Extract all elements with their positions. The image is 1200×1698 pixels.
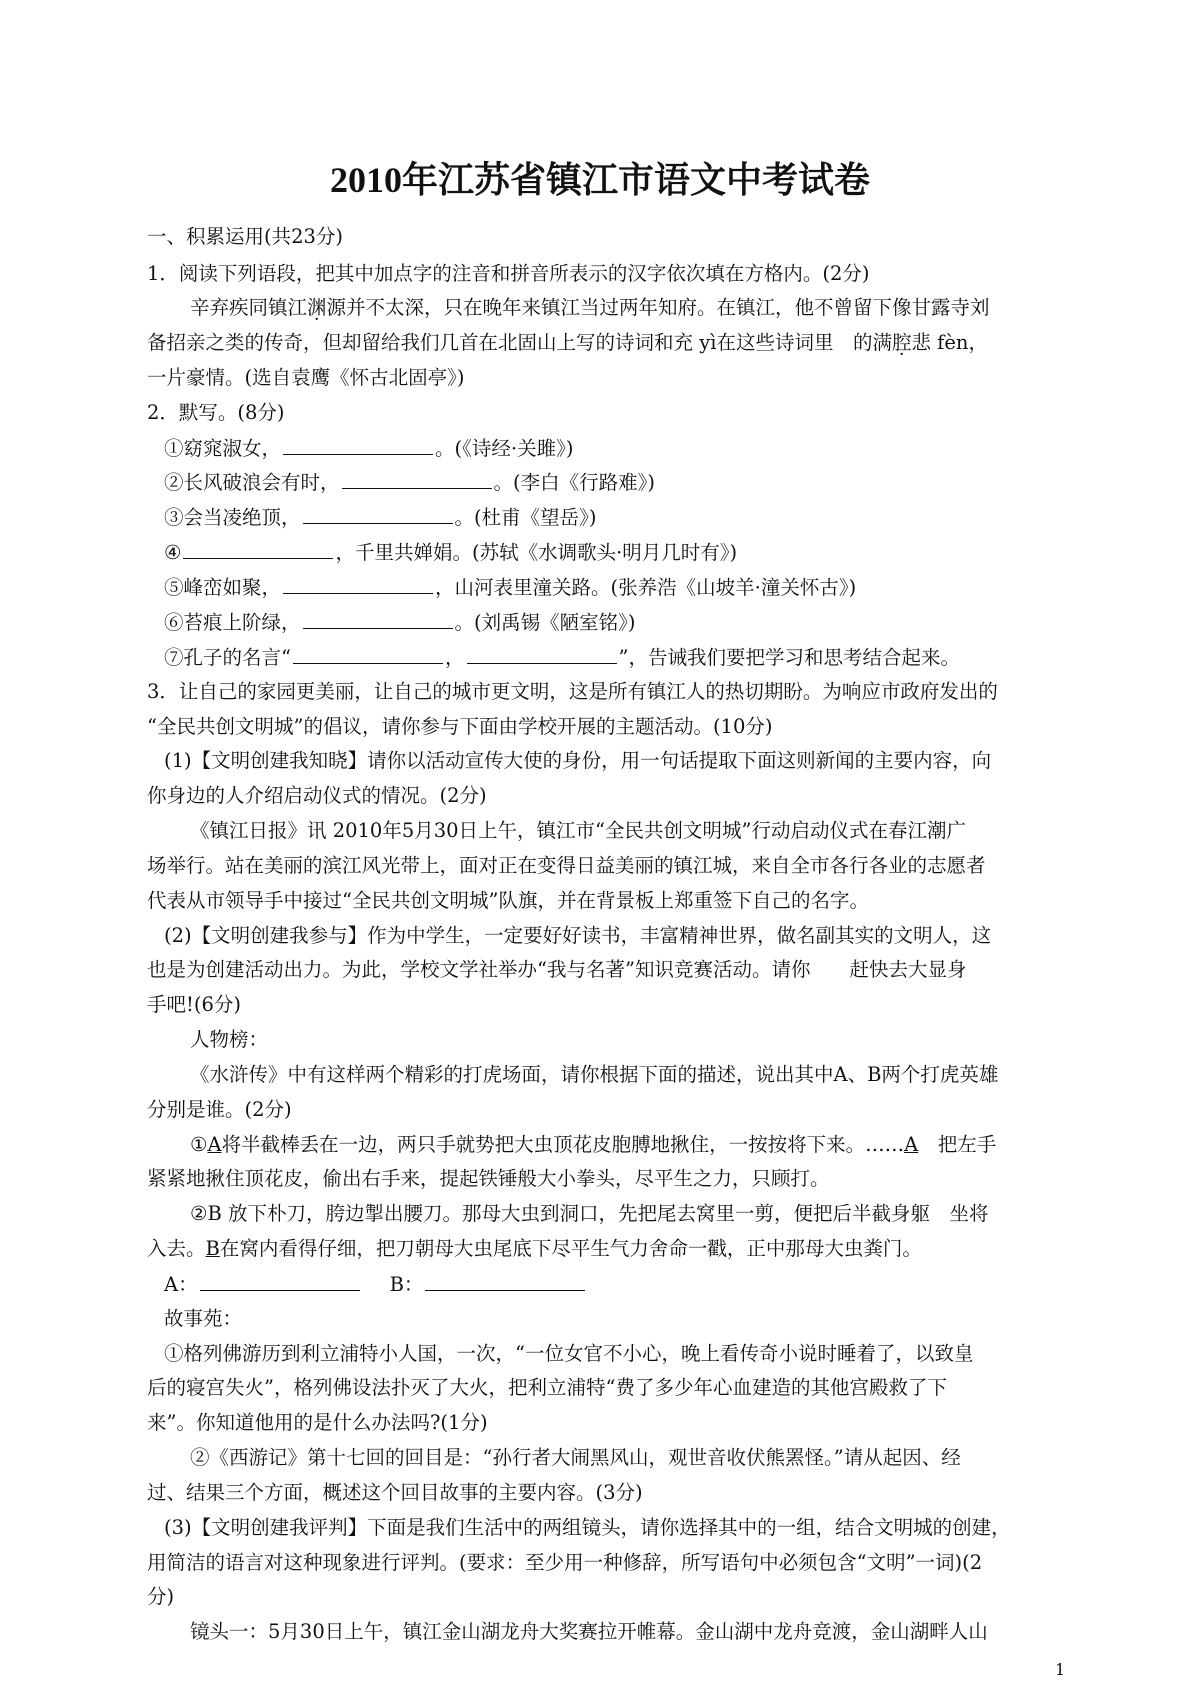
gulliver-question: ①格列佛游历到利立浦特小人国，一次，“一位女官不小心，晚上看传奇小说时睡着了，以致皇 [164, 1342, 974, 1365]
q3-sub2: 也是为创建活动出力。为此，学校文学社举办“我与名著”知识竞赛活动。请你 赶快去大显身 [147, 958, 967, 981]
page-title: 2010年江苏省镇江市语文中考试卷 [329, 160, 870, 200]
q3-sub2: (2)【文明创建我参与】作为中学生，一定要好好读书，丰富精神世界，做名副其实的文明人，这 [164, 924, 992, 947]
section-label: 故事苑： [164, 1307, 243, 1330]
news-text: 《镇江日报》讯 2010年5月30日上午，镇江市“全民共创文明城”行动启动仪式在春江潮广 [190, 819, 966, 842]
q3-sub2: 手吧!(6分) [147, 993, 241, 1016]
answer-blank[interactable] [183, 540, 333, 559]
q2-item: ①窈窕淑女， 。(《诗经·关雎》) [164, 437, 574, 460]
passage-a: ①A将半截棒丢在一边，两只手就势把大虫顶花皮胞膊地揪住，一按按将下来。……A 把左手 [190, 1133, 997, 1156]
answer-blank[interactable] [342, 470, 492, 489]
q2-item: ③会当凌绝顶， 。(杜甫《望岳》) [164, 506, 597, 529]
gulliver-question: 来”。你知道他用的是什么办法吗?(1分) [147, 1411, 488, 1434]
shuihu-question: 分别是谁。(2分) [147, 1098, 292, 1121]
section-label: 人物榜： [190, 1028, 269, 1051]
q3-sub1: 你身边的人介绍启动仪式的情况。(2分) [147, 784, 487, 807]
q1-passage-line: 辛弃疾同镇江渊源并不太深，只在晚年来镇江当过两年知府。在镇江，他不曾留下像甘露寺刘 [190, 296, 990, 319]
passage-b: ②B 放下朴刀，胯边掣出腰刀。那母大虫到洞口，先把尾去窝里一剪，便把后半截身躯 坐将 [190, 1202, 989, 1225]
shuihu-question: 《水浒传》中有这样两个精彩的打虎场面，请你根据下面的描述，说出其中A、B两个打虎英雄 [190, 1063, 999, 1086]
passage-a: 紧紧地揪住顶花皮，偷出右手来，提起铁锤般大小拳头，尽平生之力，只顾打。 [147, 1167, 830, 1190]
answer-blank-a[interactable] [200, 1272, 360, 1291]
q3-stem: “全民共创文明城”的倡议，请你参与下面由学校开展的主题活动。(10分) [147, 715, 773, 738]
shot-one: 镜头一：5月30日上午，镇江金山湖龙舟大奖赛拉开帷幕。金山湖中龙舟竞渡，金山湖畔人山 [190, 1620, 988, 1643]
answer-blank[interactable] [283, 436, 433, 455]
answer-blank[interactable] [293, 645, 443, 664]
q3-sub3: 用简洁的语言对这种现象进行评判。(要求：至少用一种修辞，所写语句中必须包含“文明”一词)(2 [147, 1551, 983, 1574]
page-number: 1 [1055, 1660, 1066, 1679]
answer-blank[interactable] [467, 645, 617, 664]
q2-item: ⑦孔子的名言“ ， ”，告诫我们要把学习和思考结合起来。 [164, 646, 960, 669]
news-text: 代表从市领导手中接过“全民共创文明城”队旗，并在背景板上郑重签下自己的名字。 [147, 889, 869, 912]
q3-sub3: (3)【文明创建我评判】下面是我们生活中的两组镜头，请你选择其中的一组，结合文明城的创建， [164, 1516, 1011, 1539]
xiyouji-question: ②《西游记》第十七回的回目是：“孙行者大闹黑风山，观世音收伏熊罴怪。”请从起因、经 [190, 1446, 961, 1469]
dotted-char: 渊 [307, 296, 327, 319]
answer-line: A： B： [164, 1272, 587, 1297]
answer-blank[interactable] [303, 505, 453, 524]
dotted-char: 腔 [891, 331, 912, 354]
q2-stem: 2．默写。(8分) [147, 401, 285, 424]
q3-stem: 3．让自己的家园更美丽，让自己的城市更文明，这是所有镇江人的热切期盼。为响应市政府发出的 [147, 680, 998, 703]
q3-sub3: 分) [147, 1585, 175, 1608]
passage-b: 入去。B在窝内看得仔细，把刀朝母大虫尾底下尽平生气力舍命一戳，正中那母大虫粪门。 [147, 1237, 922, 1260]
q3-sub1: (1)【文明创建我知晓】请你以活动宣传大使的身份，用一句话提取下面这则新闻的主要内容，向 [164, 749, 992, 772]
q2-item: ⑥苔痕上阶绿， 。(刘禹锡《陋室铭》) [164, 611, 636, 634]
q2-item: ②长风破浪会有时， 。(李白《行路难》) [164, 471, 655, 494]
gulliver-question: 后的寝宫失火”，格列佛设法扑灭了大火，把利立浦特“费了多少年心血建造的其他宫殿救了下 [147, 1376, 947, 1399]
answer-blank[interactable] [283, 575, 433, 594]
section-heading: 一、积累运用(共23分) [147, 225, 344, 248]
q2-item: ④ ，千里共婵娟。(苏轼《水调歌头·明月几时有》) [164, 541, 738, 564]
xiyouji-question: 过、结果三个方面，概述这个回目故事的主要内容。(3分) [147, 1481, 643, 1504]
answer-blank[interactable] [303, 610, 453, 629]
news-text: 场举行。站在美丽的滨江风光带上，面对正在变得日益美丽的镇江城，来自全市各行各业的志愿者 [147, 854, 986, 877]
q1-stem: 1．阅读下列语段，把其中加点字的注音和拼音所表示的汉字依次填在方格内。(2分) [147, 262, 870, 285]
q1-passage-line: 备招亲之类的传奇，但却留给我们几首在北固山上写的诗词和充 yì在这些诗词里 的满腔悲 fèn， [147, 331, 988, 354]
q2-item: ⑤峰峦如聚， ，山河表里潼关路。(张养浩《山坡羊·潼关怀古》) [164, 576, 857, 599]
q1-passage-line: 一片豪情。(选自袁鹰《怀古北固亭》) [147, 366, 465, 389]
answer-blank-b[interactable] [425, 1272, 585, 1291]
